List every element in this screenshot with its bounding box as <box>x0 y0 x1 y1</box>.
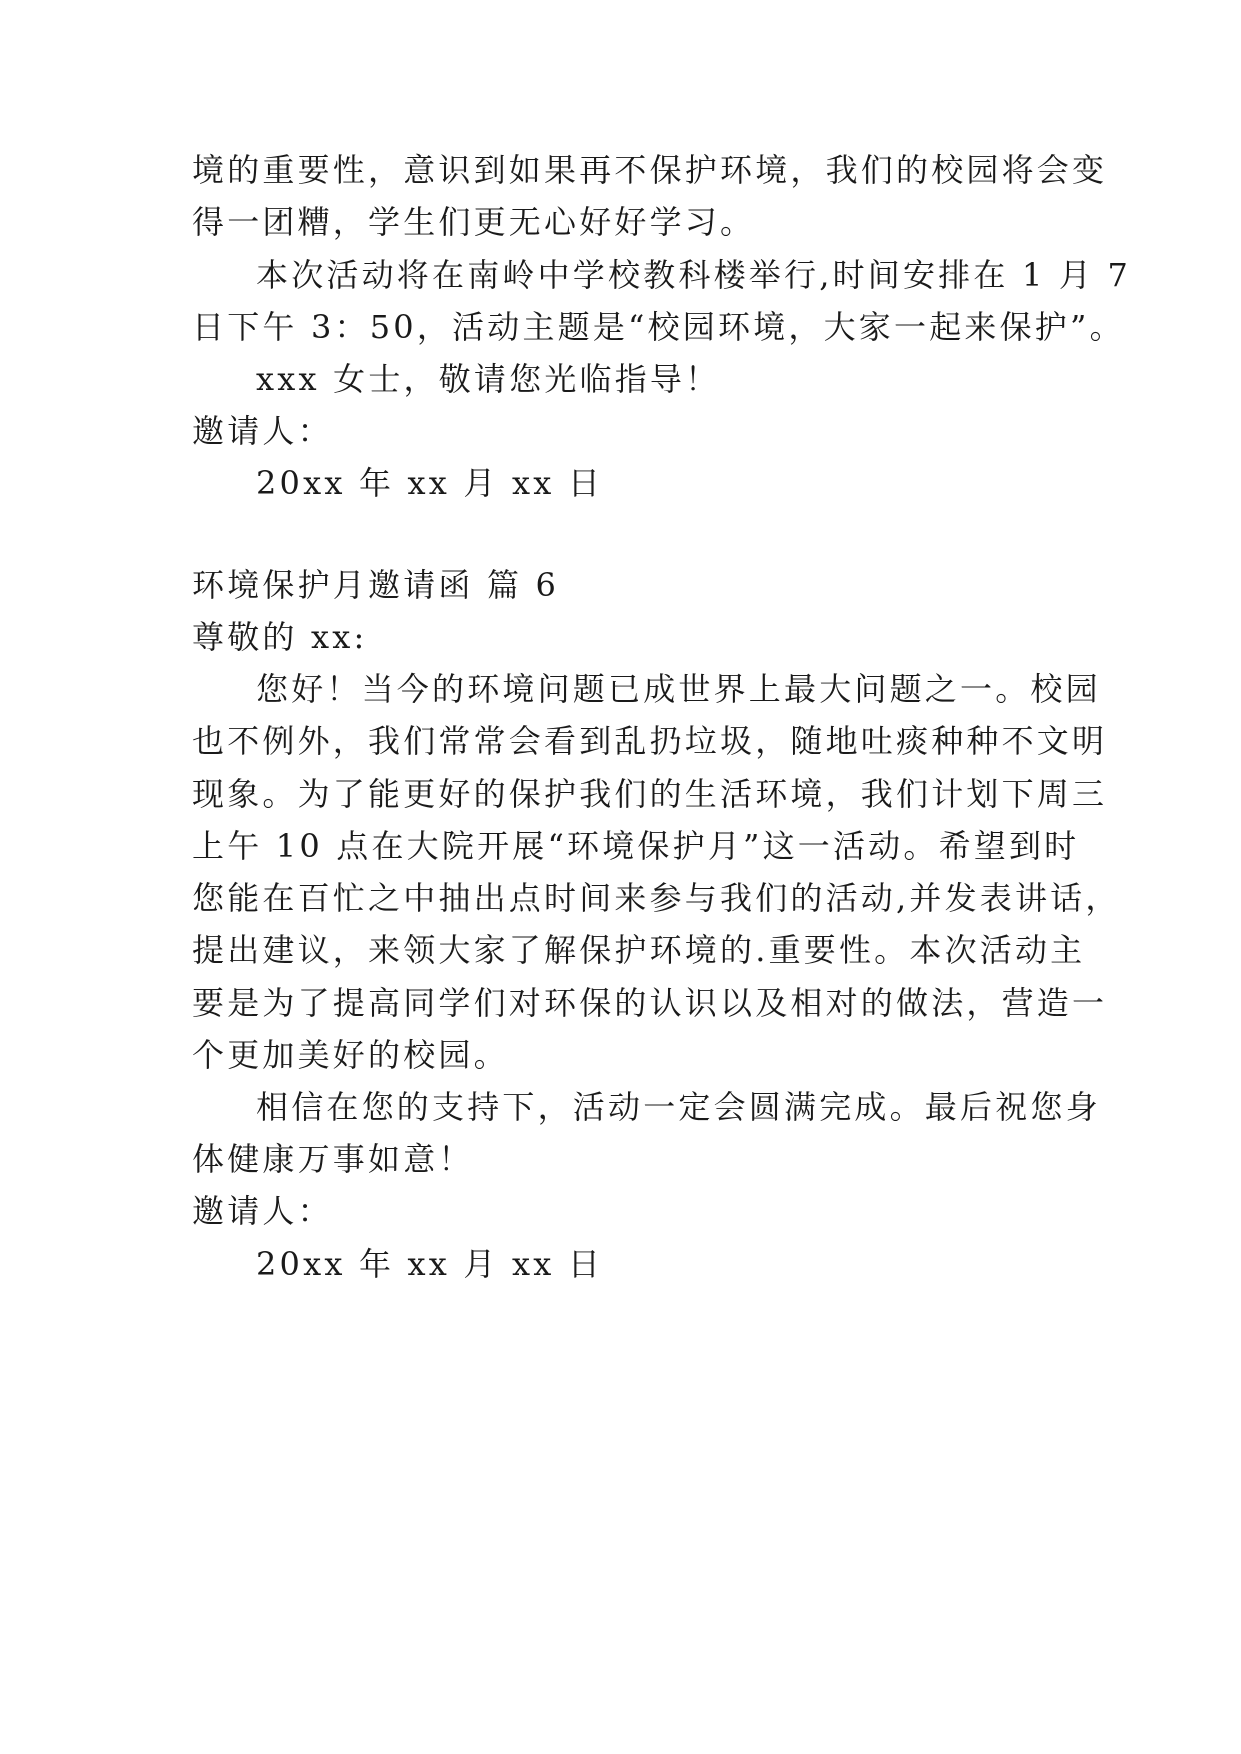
salutation: 尊敬的 xx: <box>192 618 368 656</box>
paragraph-line: 您能在百忙之中抽出点时间来参与我们的活动,并发表讲话， <box>192 879 1121 917</box>
paragraph-line: 得一团糟，学生们更无心好好学习。 <box>192 203 756 241</box>
section-heading: 环境保护月邀请函 篇 6 <box>192 566 560 604</box>
paragraph-line: 境的重要性，意识到如果再不保护环境，我们的校园将会变 <box>192 151 1108 189</box>
date-line: 20xx 年 xx 月 xx 日 <box>256 1245 604 1283</box>
inviter-label: 邀请人： <box>192 412 333 450</box>
paragraph-line: 提出建议，来领大家了解保护环境的.重要性。本次活动主 <box>192 931 1086 969</box>
paragraph-line: 要是为了提高同学们对环保的认识以及相对的做法，营造一 <box>192 984 1108 1022</box>
paragraph-line: 体健康万事如意！ <box>192 1140 474 1178</box>
paragraph-line: 上午 10 点在大院开展“环境保护月”这一活动。希望到时 <box>192 827 1080 865</box>
date-line: 20xx 年 xx 月 xx 日 <box>256 464 604 502</box>
paragraph-line: 您好！当今的环境问题已成世界上最大问题之一。校园 <box>256 670 1101 708</box>
paragraph-line: 相信在您的支持下，活动一定会圆满完成。最后祝您身 <box>256 1088 1101 1126</box>
inviter-label: 邀请人： <box>192 1192 333 1230</box>
paragraph-line: 现象。为了能更好的保护我们的生活环境，我们计划下周三 <box>192 775 1108 813</box>
paragraph-line: 日下午 3：50，活动主题是“校园环境，大家一起来保护”。 <box>192 308 1125 346</box>
paragraph-line: 也不例外，我们常常会看到乱扔垃圾，随地吐痰种种不文明 <box>192 722 1108 760</box>
paragraph-line: 本次活动将在南岭中学校教科楼举行,时间安排在 1 月 7 <box>256 256 1132 294</box>
closing-invitation-line: xxx 女士，敬请您光临指导！ <box>256 360 721 398</box>
paragraph-line: 个更加美好的校园。 <box>192 1036 509 1074</box>
